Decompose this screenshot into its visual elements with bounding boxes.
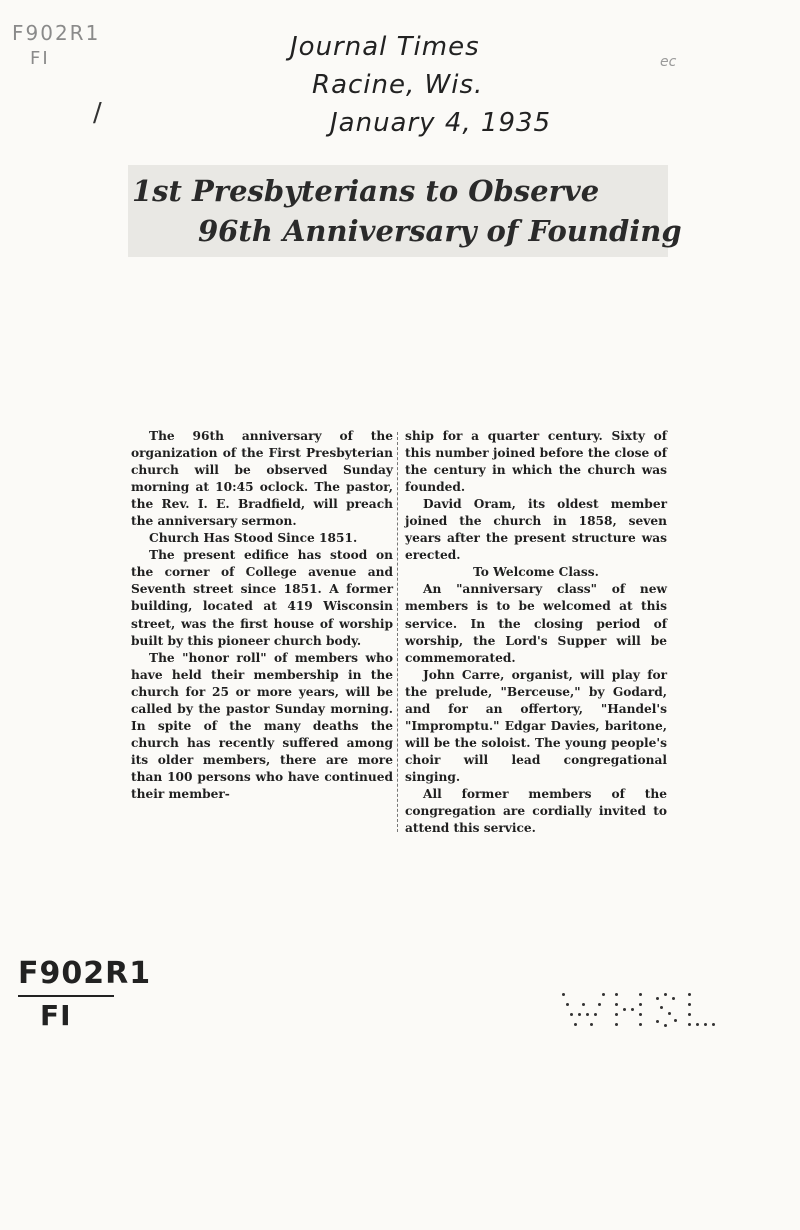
paragraph: David Oram, its oldest member joined the church in 1858, seven years after the present structure was erected. — [405, 497, 667, 563]
archive-code-bottom — [18, 955, 151, 1035]
paragraph: The present edifice has stood on the corner of College avenue and Seventh street since 1851. A former building, located at 419 Wisconsin street, was the first house of worship built by this pioneer church body. — [131, 548, 393, 648]
perforation-stamp — [560, 985, 720, 1035]
paragraph: The "honor roll" of members who have held their membership in the church for 25 or more years, will be called by the pastor Sunday morning. In spite of the many deaths the church has recently suffered among its older members, there are more than 100 persons who have continued their member- — [131, 650, 393, 801]
archive-code-corner-main: F902R1 — [12, 21, 101, 45]
archive-code-corner — [12, 20, 100, 72]
subheading: Church Has Stood Since 1851. — [149, 531, 358, 546]
paragraph: John Carre, organist, will play for the prelude, "Berceuse," by Godard, and for an offertory, "Handel's "Impromptu." Edgar Davies, baritone, will be the soloist. The young people's choir will lead congregational singing. — [405, 667, 667, 784]
newspaper-name: Journal Times — [290, 32, 480, 62]
archive-code-corner-sub: FI — [30, 48, 50, 69]
article-column-1 — [131, 428, 393, 803]
pencil-stroke: / — [93, 98, 102, 128]
paragraph: An "anniversary class" of new members is to be welcomed at this service. In the closing period of worship, the Lord's Supper will be commemorated. — [405, 582, 667, 665]
column-divider — [397, 432, 398, 832]
handwritten-initials: ec — [660, 54, 677, 70]
article-column-2 — [405, 428, 667, 837]
headline — [128, 165, 682, 257]
handwritten-source — [290, 28, 551, 142]
subheading: To Welcome Class. — [473, 565, 599, 580]
clipping-date: January 4, 1935 — [330, 108, 552, 138]
paragraph: All former members of the congregation are cordially invited to attend this service. — [405, 786, 667, 836]
headline-line-2: 96th Anniversary of Founding — [198, 214, 682, 248]
paragraph: ship for a quarter century. Sixty of this number joined before the close of the century in which the church was founded. — [405, 429, 667, 495]
archive-code-bottom-sub: FI — [40, 999, 72, 1032]
headline-line-1: 1st Presbyterians to Observe — [132, 174, 600, 208]
newspaper-place: Racine, Wis. — [312, 70, 484, 100]
archive-code-bottom-main: F902R1 — [18, 956, 152, 991]
paragraph: The 96th anniversary of the organization of the First Presbyterian church will be observed Sunday morning at 10:45 oclock. The pastor, the Rev. I. E. Bradfield, will preach the anniversary sermon. — [131, 429, 393, 529]
